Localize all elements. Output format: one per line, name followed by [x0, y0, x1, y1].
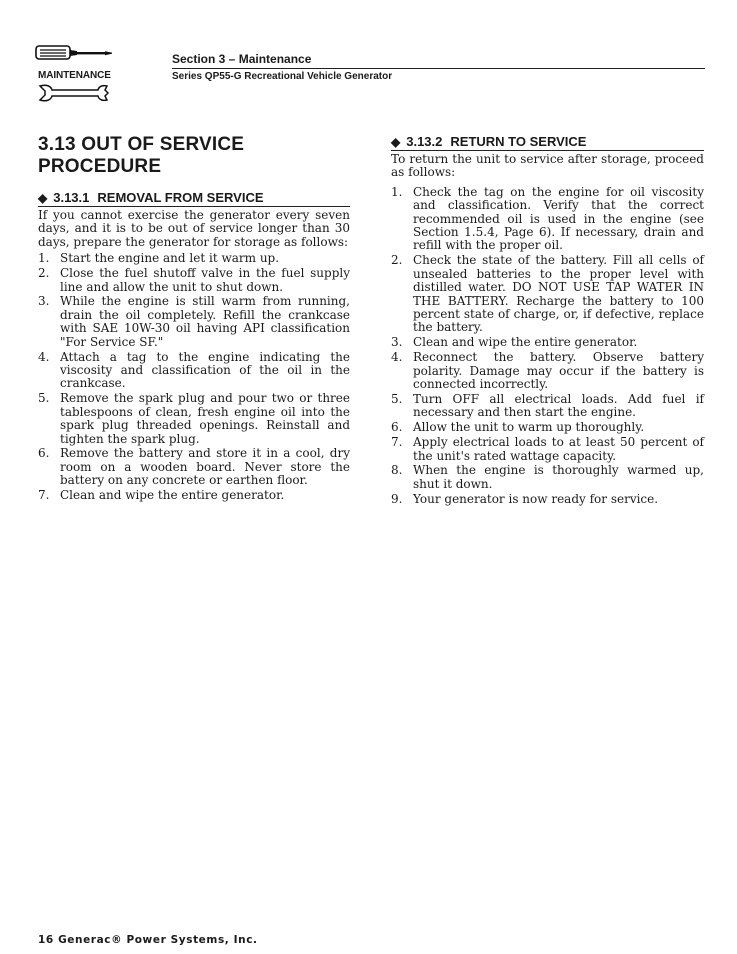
- list-item: [391, 436, 704, 463]
- step-text: Start the engine and let it warm up.: [60, 251, 280, 266]
- step-number: 5.: [391, 391, 403, 406]
- return-steps: [391, 186, 704, 506]
- list-item: [391, 254, 704, 334]
- list-item: [391, 351, 704, 391]
- step-text: Clean and wipe the entire generator.: [60, 488, 285, 503]
- step-text: Remove the spark plug and pour two or three tablespoons of clean, fresh engine oil into the spark plug threaded openings. Reinstall and tighten the spark plug.: [60, 391, 350, 446]
- list-item: [391, 186, 704, 253]
- step-number: 7.: [391, 435, 403, 450]
- return-title: RETURN TO SERVICE: [450, 134, 587, 149]
- list-item: [391, 493, 704, 506]
- list-item: [391, 393, 704, 420]
- removal-heading: [38, 190, 350, 207]
- step-text: Check the tag on the engine for oil viscosity and classification. Verify that the correct recommended oil is used in the engine (see Section 1.5.4, Page 6). If necessary, drain and refill with the proper oil.: [413, 184, 704, 253]
- step-text: Close the fuel shutoff valve in the fuel supply line and allow the unit to shut down.: [60, 266, 350, 294]
- diamond-bullet-icon: ◆: [38, 191, 48, 205]
- step-number: 2.: [391, 253, 403, 268]
- series-label: Series QP55-G Recreational Vehicle Generator: [172, 71, 393, 82]
- step-text: Allow the unit to warm up thoroughly.: [413, 420, 645, 435]
- step-text: Remove the battery and store it in a cool, dry room on a wooden board. Never store the battery on any concrete or earthen floor.: [60, 446, 350, 488]
- list-item: [38, 351, 350, 391]
- step-text: Apply electrical loads to at least 50 percent of the unit's rated wattage capacity.: [413, 435, 704, 463]
- step-number: 6.: [38, 446, 50, 461]
- step-text: While the engine is still warm from running, drain the oil completely. Refill the crankcase with SAE 10W-30 oil having API classification "For Service SF.": [60, 294, 350, 349]
- step-number: 1.: [391, 184, 403, 199]
- step-number: 1.: [38, 251, 50, 266]
- list-item: [391, 464, 704, 491]
- step-number: 7.: [38, 488, 50, 503]
- step-text: Your generator is now ready for service.: [413, 491, 659, 506]
- return-heading: [391, 134, 704, 151]
- step-number: 4.: [38, 349, 50, 364]
- step-number: 3.: [391, 335, 403, 350]
- screwdriver-icon: [35, 44, 115, 66]
- left-column: [38, 130, 350, 504]
- step-number: 9.: [391, 491, 403, 506]
- return-intro: To return the unit to service after storage, proceed as follows:: [391, 152, 704, 180]
- wrench-icon: [36, 82, 116, 108]
- list-item: [38, 447, 350, 487]
- step-text: Turn OFF all electrical loads. Add fuel if necessary and then start the engine.: [413, 391, 704, 420]
- step-text: Clean and wipe the entire generator.: [413, 335, 638, 350]
- list-item: [38, 267, 350, 294]
- page-title: 3.13 OUT OF SERVICE PROCEDURE: [38, 134, 245, 177]
- removal-intro: If you cannot exercise the generator every seven days, and it is to be out of service longer than 30 days, prepare the generator for storage as follows:: [38, 208, 350, 249]
- step-number: 8.: [391, 463, 403, 478]
- list-item: [391, 421, 704, 434]
- maintenance-tag: MAINTENANCE: [38, 70, 111, 81]
- removal-section-number: 3.13.1: [53, 190, 90, 205]
- list-item: [38, 489, 350, 502]
- step-text: When the engine is thoroughly warmed up, shut it down.: [413, 463, 704, 491]
- return-section-number: 3.13.2: [406, 134, 443, 149]
- step-number: 3.: [38, 294, 50, 309]
- step-number: 5.: [38, 391, 50, 406]
- list-item: [391, 336, 704, 349]
- page-footer: 16 Generac® Power Systems, Inc.: [38, 934, 258, 946]
- step-text: Attach a tag to the engine indicating the viscosity and classification of the oil in the crankcase.: [60, 349, 350, 391]
- removal-title: REMOVAL FROM SERVICE: [97, 190, 264, 205]
- section-label: Section 3 – Maintenance: [172, 52, 312, 66]
- list-item: [38, 295, 350, 349]
- step-text: Reconnect the battery. Observe battery polarity. Damage may occur if the battery is connected incorrectly.: [413, 350, 704, 391]
- removal-steps: [38, 252, 350, 502]
- step-text: Check the state of the battery. Fill all cells of unsealed batteries to the proper level with distilled water. DO NOT USE TAP WATER IN THE BATTERY. Recharge the battery to 100 percent state of charge, or, if defective, replace the battery.: [413, 253, 704, 335]
- step-number: 4.: [391, 350, 403, 365]
- step-number: 2.: [38, 266, 50, 281]
- diamond-bullet-icon: ◆: [391, 135, 401, 149]
- right-column: [391, 130, 704, 508]
- step-number: 6.: [391, 420, 403, 435]
- header-divider: [172, 68, 705, 69]
- list-item: [38, 252, 350, 265]
- list-item: [38, 392, 350, 446]
